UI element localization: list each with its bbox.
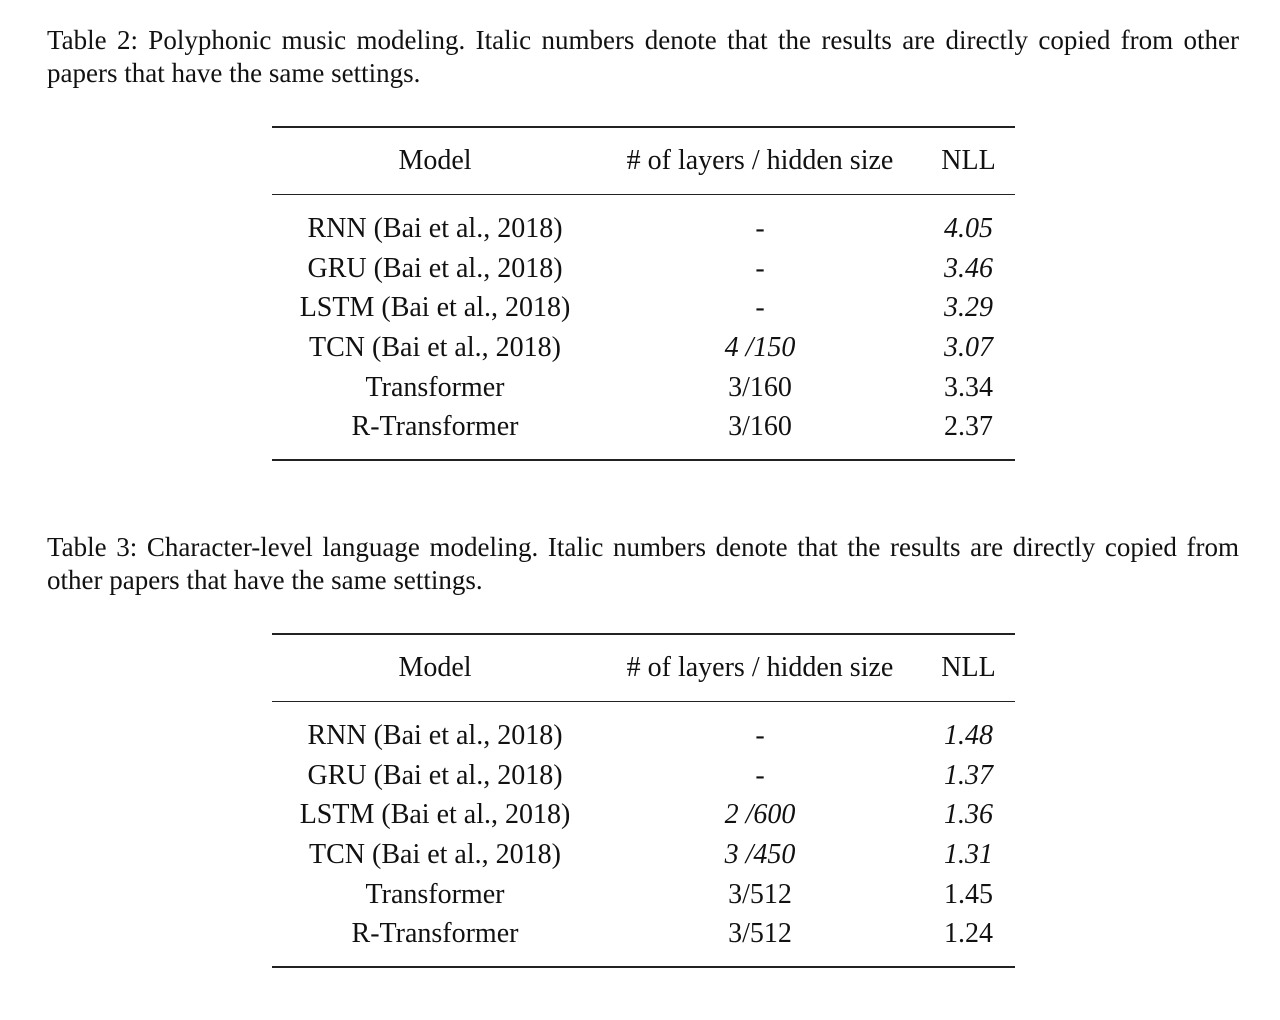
- table-row: [272, 875, 1015, 915]
- table2-layers-cell: 3/160: [728, 371, 792, 403]
- table3-nll-cell: 1.37: [944, 759, 993, 791]
- table-row: [272, 368, 1015, 408]
- table2: [272, 126, 1015, 461]
- table2-layers-cell: -: [755, 292, 765, 324]
- table3-nll-cell: 1.31: [944, 838, 993, 870]
- table2-layers-cell: 4 /150: [724, 331, 796, 363]
- table3-model-cell: GRU (Bai et al., 2018): [307, 759, 563, 791]
- table2-model-cell: TCN (Bai et al., 2018): [309, 331, 561, 363]
- table3-layers-cell: -: [755, 759, 765, 791]
- table-row: [272, 756, 1015, 796]
- table-row: [272, 702, 1015, 756]
- table3-layers-cell: 3 /450: [724, 838, 796, 870]
- table2-nll-cell: 4.05: [944, 212, 993, 244]
- table-row: [272, 914, 1015, 967]
- table2-layers-cell: -: [755, 212, 765, 244]
- table2-header-row: [272, 127, 1015, 195]
- table2-model-cell: Transformer: [365, 371, 505, 403]
- table2-nll-cell: 2.37: [944, 411, 993, 443]
- table3-nll-cell: 1.24: [944, 918, 993, 950]
- table3-layers-cell: -: [755, 719, 765, 751]
- table3-header-nll: NLL: [941, 652, 996, 683]
- table2-model-cell: GRU (Bai et al., 2018): [307, 252, 563, 284]
- table2-header-model: Model: [398, 145, 472, 176]
- table3-model-cell: Transformer: [365, 878, 505, 910]
- table2-model-cell: RNN (Bai et al., 2018): [307, 212, 563, 244]
- table2-model-cell: R-Transformer: [351, 411, 519, 443]
- table2-nll-cell: 3.34: [944, 371, 993, 403]
- table3-model-cell: RNN (Bai et al., 2018): [307, 719, 563, 751]
- table3-model-cell: R-Transformer: [351, 918, 519, 950]
- table2-nll-cell: 3.46: [944, 252, 993, 284]
- table2-layers-cell: 3/160: [728, 411, 792, 443]
- table2-header-layers: # of layers / hidden size: [626, 145, 894, 176]
- table2-model-cell: LSTM (Bai et al., 2018): [299, 292, 571, 324]
- table2-nll-cell: 3.07: [944, 331, 993, 363]
- table3-nll-cell: 1.36: [944, 799, 993, 831]
- table2-header-nll: NLL: [941, 145, 996, 176]
- table-row: [272, 795, 1015, 835]
- table3-model-cell: TCN (Bai et al., 2018): [309, 838, 561, 870]
- table3-layers-cell: 2 /600: [724, 799, 796, 831]
- table3-layers-cell: 3/512: [728, 918, 792, 950]
- table2-caption: Table 2: Polyphonic music modeling. Italic numbers denote that the results are directly copied from other papers that have the same settings.: [47, 25, 1239, 88]
- table3-nll-cell: 1.45: [944, 878, 993, 910]
- table3-model-cell: LSTM (Bai et al., 2018): [299, 799, 571, 831]
- table2-layers-cell: -: [755, 252, 765, 284]
- table3-nll-cell: 1.48: [944, 719, 993, 751]
- table3: [272, 633, 1015, 968]
- table3-layers-cell: 3/512: [728, 878, 792, 910]
- table3-header-row: [272, 634, 1015, 702]
- table-row: [272, 328, 1015, 368]
- table3-caption: Table 3: Character-level language modeling. Italic numbers denote that the results are directly copied from other papers that have the same settings.: [47, 532, 1239, 595]
- table2-body: [272, 195, 1015, 461]
- table3-header-layers: # of layers / hidden size: [626, 652, 894, 683]
- table3-header-model: Model: [398, 652, 472, 683]
- table-row: [272, 195, 1015, 249]
- table-row: [272, 407, 1015, 460]
- table-row: [272, 249, 1015, 289]
- table2-nll-cell: 3.29: [944, 292, 993, 324]
- table3-body: [272, 702, 1015, 968]
- table-row: [272, 288, 1015, 328]
- table-row: [272, 835, 1015, 875]
